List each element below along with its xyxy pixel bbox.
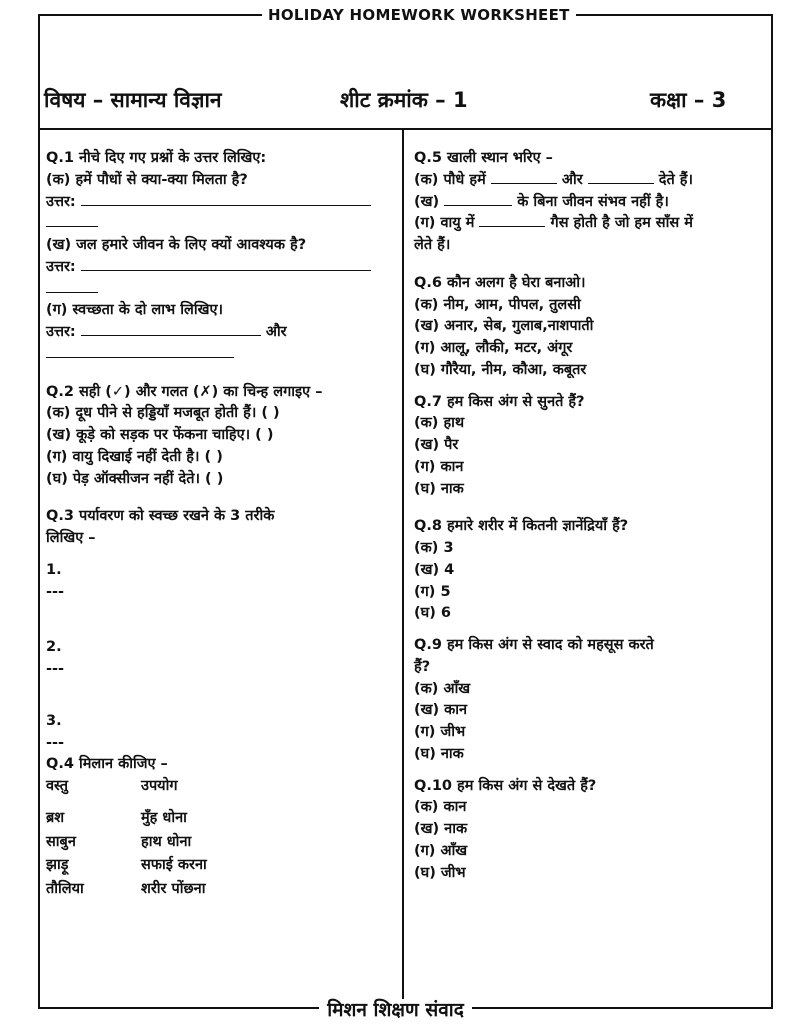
match-head-item: वस्तु — [46, 778, 68, 794]
worksheet-banner: HOLIDAY HOMEWORK WORKSHEET — [262, 6, 576, 24]
q5-a-and: और — [561, 171, 583, 188]
q7-option-b: (ख) पैर — [414, 437, 459, 453]
q3-dash: --- — [46, 583, 65, 600]
answer-blank[interactable] — [81, 193, 371, 206]
q1-answer-b — [46, 257, 396, 279]
sheet-number: शीट क्रमांक – 1 — [340, 88, 468, 112]
header-divider — [38, 128, 773, 130]
q5-part-c-cont: लेते हैं। — [414, 237, 451, 253]
q3-dash: --- — [46, 734, 65, 751]
class-label: कक्षा – 3 — [650, 88, 727, 112]
answer-blank-cont — [46, 279, 396, 301]
match-use: मुँह धोना — [141, 809, 187, 826]
match-rows — [46, 808, 396, 901]
q5-b-text: के बिना जीवन संभव नहीं है। — [517, 193, 669, 210]
q8-option-b: (ख) 4 — [414, 561, 455, 578]
q6-option-b: (ख) अनार, सेब, गुलाब,नाशपाती — [414, 318, 594, 335]
q6-option-c: (ग) आलू, लौकी, मटर, अंगूर — [414, 340, 573, 356]
q7-option-d: (घ) नाक — [414, 480, 464, 497]
q8-option-d: (घ) 6 — [414, 605, 451, 622]
q10-option-a: (क) कान — [414, 799, 467, 816]
fill-blank[interactable] — [588, 171, 654, 184]
q1-part-a: (क) हमें पौधों से क्या-क्या मिलता है? — [46, 171, 248, 188]
q7-title: Q.7 हम किस अंग से सुनते हैं? — [414, 393, 585, 410]
q9-option-a: (क) आँख — [414, 680, 471, 697]
q3-item-3: 3. — [46, 712, 62, 729]
q10-option-c: (ग) आँख — [414, 842, 468, 859]
q5-a-text: (क) पौधे हमें — [414, 171, 486, 188]
q3-title: Q.3 पर्यावरण को स्वच्छ रखने के 3 तरीके — [46, 508, 275, 525]
match-item: झाड़ू — [46, 857, 69, 874]
q9-option-d: (घ) नाक — [414, 745, 464, 762]
q2-title: Q.2 सही (✓) और गलत (✗) का चिन्ह लगाइए – — [46, 383, 323, 400]
match-item: साबुन — [46, 833, 76, 850]
q3-dash: --- — [46, 661, 65, 677]
q10-option-d: (घ) जीभ — [414, 864, 466, 881]
q8-option-c: (ग) 5 — [414, 583, 451, 600]
q9-title: Q.9 हम किस अंग से स्वाद को महसूस करते — [414, 637, 654, 653]
column-divider — [402, 128, 404, 1007]
match-table — [46, 776, 396, 798]
left-column — [46, 148, 396, 901]
q5-c-text-2: गैस होती है जो हम साँस में — [550, 215, 693, 232]
border-right — [771, 14, 773, 1009]
q2-part-a: (क) दूध पीने से हड्डियाँ मजबूत होती हैं। ( ) — [46, 405, 280, 422]
q5-title: Q.5 खाली स्थान भरिए – — [414, 150, 553, 166]
match-use: सफाई करना — [141, 857, 207, 874]
answer-blank[interactable] — [46, 345, 234, 358]
q7-option-c: (ग) कान — [414, 458, 464, 475]
q3-item-2: 2. — [46, 639, 62, 656]
border-left — [38, 14, 40, 1009]
q9-title-cont: हैं? — [414, 658, 431, 675]
match-item: तौलिया — [46, 881, 84, 897]
q1-part-b: (ख) जल हमारे जीवन के लिए क्यों आवश्यक है? — [46, 237, 307, 253]
answer-blank[interactable] — [81, 258, 371, 271]
answer-blank[interactable] — [81, 323, 261, 336]
right-column — [414, 148, 766, 884]
match-head-use: उपयोग — [141, 778, 178, 794]
q6-title: Q.6 कौन अलग है घेरा बनाओ। — [414, 274, 586, 291]
q1-title: Q.1 नीचे दिए गए प्रश्नों के उत्तर लिखिए: — [46, 150, 267, 166]
q5-a-end: देते हैं। — [658, 171, 693, 188]
and-text: और — [265, 324, 287, 340]
q2-part-b: (ख) कूड़े को सड़क पर फेंकना चाहिए। ( ) — [46, 427, 274, 443]
fill-blank[interactable] — [444, 193, 512, 206]
q5-b-label: (ख) — [414, 193, 440, 210]
q9-option-b: (ख) कान — [414, 702, 468, 719]
footer-text: मिशन शिक्षण संवाद — [319, 999, 472, 1021]
answer-label: उत्तर: — [46, 324, 76, 340]
answer-blank-cont — [46, 213, 396, 235]
q2-part-d: (घ) पेड़ ऑक्सीजन नहीं देते। ( ) — [46, 470, 224, 487]
q10-option-b: (ख) नाक — [414, 821, 468, 837]
q5-part-b — [414, 192, 766, 214]
q1-answer-c — [46, 322, 396, 344]
q9-option-c: (ग) जीभ — [414, 724, 466, 740]
q10-title: Q.10 हम किस अंग से देखते हैं? — [414, 777, 597, 794]
q8-option-a: (क) 3 — [414, 540, 454, 556]
answer-blank[interactable] — [46, 280, 98, 293]
q6-option-d: (घ) गौरैया, नीम, कौआ, कबूतर — [414, 361, 587, 378]
q5-part-c — [414, 213, 766, 235]
match-use: शरीर पोंछना — [141, 881, 206, 897]
q1-part-c: (ग) स्वच्छता के दो लाभ लिखिए। — [46, 302, 223, 319]
q5-part-a — [414, 170, 766, 192]
q6-option-a: (क) नीम, आम, पीपल, तुलसी — [414, 296, 581, 313]
subject-title: विषय – सामान्य विज्ञान — [44, 88, 222, 112]
answer-label: उत्तर: — [46, 258, 76, 275]
q5-c-text: (ग) वायु में — [414, 215, 475, 232]
q1-answer-a — [46, 192, 396, 214]
q8-title: Q.8 हमारे शरीर में कितनी ज्ञानेंद्रियाँ हैं? — [414, 518, 629, 535]
q2-part-c: (ग) वायु दिखाई नहीं देती है। ( ) — [46, 448, 223, 465]
q3-item-1: 1. — [46, 561, 62, 578]
footer-brand — [0, 996, 791, 1022]
q4-title: Q.4 मिलान कीजिए – — [46, 756, 168, 773]
match-item: ब्रश — [46, 809, 65, 826]
q7-option-a: (क) हाथ — [414, 415, 465, 432]
fill-blank[interactable] — [491, 171, 557, 184]
q3-title-cont: लिखिए – — [46, 530, 96, 546]
answer-label: उत्तर: — [46, 193, 76, 210]
fill-blank[interactable] — [479, 214, 545, 227]
match-use: हाथ धोना — [141, 833, 192, 850]
answer-blank-cont — [46, 344, 396, 366]
answer-blank[interactable] — [46, 214, 98, 227]
